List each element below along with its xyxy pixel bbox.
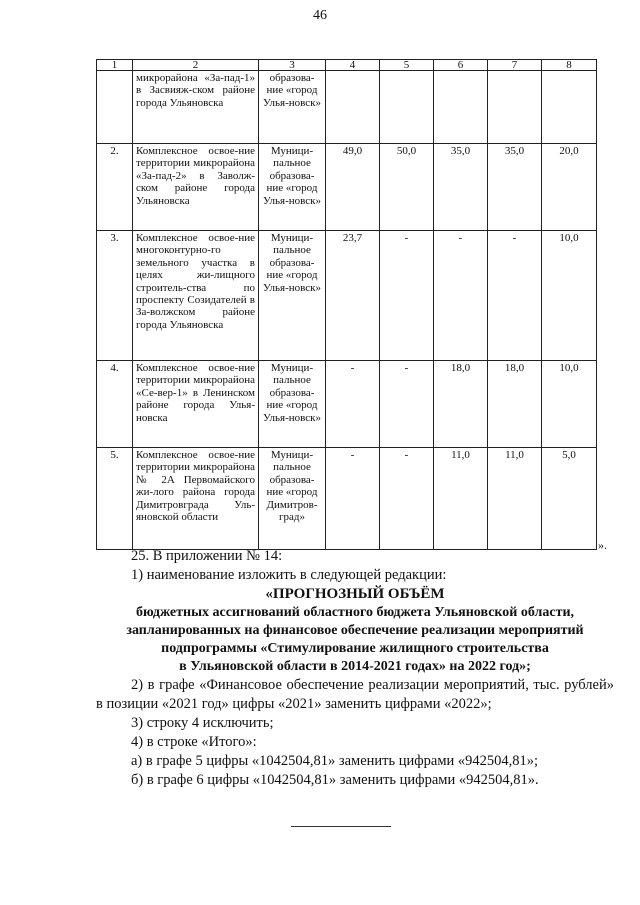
row-value-col8: 10,0 (542, 361, 597, 448)
row-value-col5: 50,0 (380, 144, 434, 231)
row-number: 2. (97, 144, 133, 231)
table-header-cell: 2 (133, 60, 259, 71)
row-number: 5. (97, 448, 133, 550)
row-municipality: Муници-пальное образова-ние «город Улья-новск» (259, 144, 326, 231)
row-value-col6: - (434, 231, 488, 361)
forecast-title-line: запланированных на финансовое обеспечение реализации мероприятий (126, 623, 584, 638)
row-number: 4. (97, 361, 133, 448)
forecast-title-line: в Ульяновской области в 2014-2021 годах» на 2022 год»; (179, 659, 531, 674)
table-row (97, 231, 597, 361)
row-value-col7: 18,0 (488, 361, 542, 448)
table-closing-quote: ». (598, 538, 607, 552)
row-value-col7 (488, 71, 542, 144)
row-value-col4: - (326, 361, 380, 448)
row-value-col8 (542, 71, 597, 144)
row-value-col6: 11,0 (434, 448, 488, 550)
row-name: микрорайона «За-пад-1» в Засвияж-ском районе города Ульяновска (133, 71, 259, 144)
row-value-col4: 49,0 (326, 144, 380, 231)
row-number: 3. (97, 231, 133, 361)
row-name: Комплексное освое-ние территории микрорайона «Се-вер-1» в Ленинском районе города Улья-новска (133, 361, 259, 448)
forecast-title-line: бюджетных ассигнований областного бюджета Ульяновской области, (135, 605, 575, 620)
row-municipality: Муници-пальное образова-ние «город Улья-новск» (259, 361, 326, 448)
divider-line (291, 826, 391, 827)
table-header-row (97, 60, 597, 71)
row-value-col5: - (380, 231, 434, 361)
budget-table (96, 59, 597, 550)
row-value-col6: 35,0 (434, 144, 488, 231)
table-row (97, 361, 597, 448)
row-number (97, 71, 133, 144)
row-municipality: Муници-пальное образова-ние «город Димитров-град» (259, 448, 326, 550)
subitem-4: 4) в строке «Итого»: (131, 734, 257, 750)
subitem-2: 2) в графе «Финансовое обеспечение реализации мероприятий, тыс. рублей» в позиции «2021 год» цифры «2021» заменить цифрами «2022»; (96, 677, 614, 712)
table-header-cell: 4 (326, 60, 380, 71)
forecast-title-line: подпрограммы «Стимулирование жилищного строительства (161, 641, 549, 656)
page-number: 46 (313, 8, 327, 23)
row-value-col4 (326, 71, 380, 144)
item-25: 25. В приложении № 14: (131, 548, 283, 564)
row-value-col5 (380, 71, 434, 144)
row-value-col7: 11,0 (488, 448, 542, 550)
subitem-4a: а) в графе 5 цифры «1042504,81» заменить цифрами «942504,81»; (131, 753, 539, 769)
subitem-1: 1) наименование изложить в следующей редакции: (131, 567, 447, 583)
table-header-cell: 5 (380, 60, 434, 71)
row-value-col8: 5,0 (542, 448, 597, 550)
table-header-cell: 8 (542, 60, 597, 71)
subitem-3: 3) строку 4 исключить; (131, 715, 274, 731)
row-municipality: Муници-пальное образова-ние «город Улья-новск» (259, 231, 326, 361)
row-name: Комплексное освое-ние территории микрорайона «За-пад-2» в Заволж-ском районе города Ульяновска (133, 144, 259, 231)
table-row (97, 144, 597, 231)
amendment-text (96, 547, 614, 790)
row-value-col8: 10,0 (542, 231, 597, 361)
table-header-cell: 1 (97, 60, 133, 71)
row-value-col5: - (380, 448, 434, 550)
table-row (97, 71, 597, 144)
row-value-col6 (434, 71, 488, 144)
row-name: Комплексное освое-ние многоконтурно-го земельного участка в целях жи-лищного строитель-ства по проспекту Созидателей в За-волжском районе города Ульяновска (133, 231, 259, 361)
row-name: Комплексное освое-ние территории микрорайона № 2А Первомайского жи-лого района города Димитровграда Уль-яновской области (133, 448, 259, 550)
forecast-title: «ПРОГНОЗНЫЙ ОБЪЁМ (265, 586, 445, 602)
row-value-col8: 20,0 (542, 144, 597, 231)
row-value-col4: - (326, 448, 380, 550)
table-header-cell: 3 (259, 60, 326, 71)
row-value-col7: 35,0 (488, 144, 542, 231)
row-value-col4: 23,7 (326, 231, 380, 361)
subitem-4b: б) в графе 6 цифры «1042504,81» заменить цифрами «942504,81». (131, 772, 539, 788)
row-value-col6: 18,0 (434, 361, 488, 448)
table-header-cell: 6 (434, 60, 488, 71)
row-municipality: образова-ние «город Улья-новск» (259, 71, 326, 144)
row-value-col7: - (488, 231, 542, 361)
table-header-cell: 7 (488, 60, 542, 71)
row-value-col5: - (380, 361, 434, 448)
table-row (97, 448, 597, 550)
